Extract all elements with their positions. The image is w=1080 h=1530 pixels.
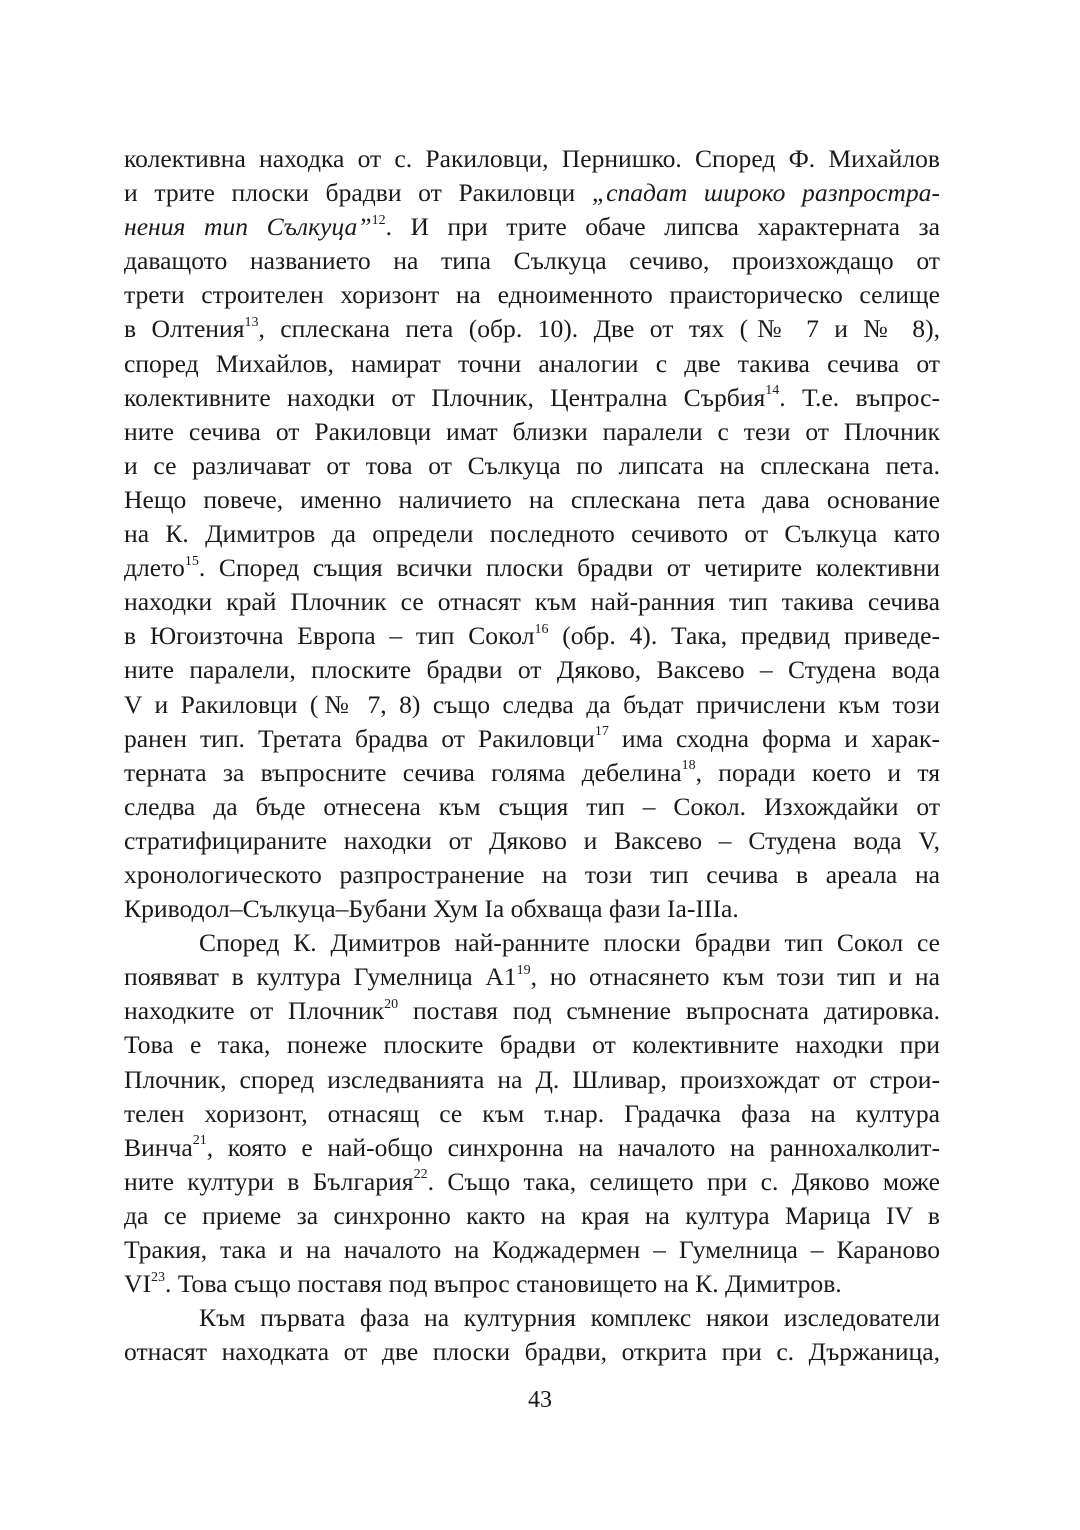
text-line xyxy=(124,517,940,551)
text-segment: отнасят находката от две плоски брадви, открита при с. Държаница, xyxy=(124,1337,940,1367)
text-segment: , която е най-общо синхронна на началото на раннохалколит- xyxy=(206,1132,940,1162)
italic-quote: нения тип Сълкуца” xyxy=(124,212,372,242)
footnote-ref: 23 xyxy=(151,1269,166,1285)
text-segment: ните култури в България xyxy=(124,1166,414,1196)
text-line xyxy=(124,415,940,449)
text-segment: терната за въпросните сечива голяма дебелина xyxy=(124,757,682,787)
text-line xyxy=(124,449,940,483)
document-body xyxy=(124,142,940,1369)
text-line xyxy=(124,585,940,619)
text-segment: да се приеме за синхронно както на края на култура Марица IV в xyxy=(124,1200,940,1230)
text-line xyxy=(124,619,940,653)
text-segment: стратифицираните находки от Дяково и Ваксево – Студена вода V, xyxy=(124,825,940,855)
text-line xyxy=(124,1131,940,1165)
text-line xyxy=(124,960,940,994)
text-segment: Това е така, понеже плоските брадви от колективните находки при xyxy=(124,1030,940,1060)
text-segment: телен хоризонт, отнасящ се към т.нар. Градачка фаза на култура xyxy=(124,1098,940,1128)
text-line xyxy=(124,1301,940,1335)
text-segment: и се различават от това от Сълкуца по липсата на сплескана пета. xyxy=(124,450,940,480)
text-segment: , сплескана пета (обр. 10). Две от тях (№ 7 и № 8), xyxy=(258,314,941,344)
text-line xyxy=(124,244,940,278)
text-line xyxy=(124,1097,940,1131)
text-segment: , но отнасянето към този тип и на xyxy=(530,962,940,992)
text-segment: (обр. 4). Така, предвид приведе- xyxy=(548,621,940,651)
text-segment: . Т.е. въпрос- xyxy=(779,382,940,412)
text-segment: хронологическото разпространение на този тип сечива в ареала на xyxy=(124,859,940,889)
text-segment: ните сечива от Ракиловци имат близки паралели с тези от Плочник xyxy=(124,416,940,446)
text-line xyxy=(124,653,940,687)
text-line xyxy=(124,892,940,926)
text-segment: в Югоизточна Европа – тип Сокол xyxy=(124,621,535,651)
text-line xyxy=(124,1028,940,1062)
text-line xyxy=(124,1165,940,1199)
text-segment: според Михайлов, намират точни аналогии с две такива сечива от xyxy=(124,348,940,378)
text-segment: трети строителен хоризонт на едноименното праисторическо селище xyxy=(124,280,940,310)
text-segment: и трите плоски брадви от Ракиловци xyxy=(124,178,592,208)
footnote-ref: 22 xyxy=(413,1167,428,1183)
footnote-ref: 17 xyxy=(594,724,609,740)
text-segment: на К. Димитров да определи последното сечивото от Сълкуца като xyxy=(124,519,940,549)
text-segment: поставя под съмнение въпросната датировка. xyxy=(398,996,940,1026)
text-segment: появяват в култура Гумелница А1 xyxy=(124,962,517,992)
text-segment: даващото названието на типа Сълкуца сечиво, произхождащо от xyxy=(124,246,940,276)
text-line xyxy=(124,1267,940,1301)
text-line xyxy=(124,278,940,312)
text-line xyxy=(124,858,940,892)
text-segment: . И при трите обаче липсва характерната за xyxy=(385,212,940,242)
text-segment: ните паралели, плоските брадви от Дяково, Ваксево – Студена вода xyxy=(124,655,940,685)
text-segment: . Също така, селището при с. Дяково може xyxy=(427,1166,940,1196)
text-segment: находките от Плочник xyxy=(124,996,385,1026)
footnote-ref: 19 xyxy=(516,962,531,978)
footnote-ref: 15 xyxy=(184,553,199,569)
text-segment: находки край Плочник се отнасят към най-ранния тип такива сечива xyxy=(124,587,940,617)
text-line xyxy=(124,722,940,756)
footnote-ref: 14 xyxy=(765,383,780,399)
text-segment: Според К. Димитров най-ранните плоски брадви тип Сокол се xyxy=(199,928,940,958)
text-line xyxy=(124,142,940,176)
text-line xyxy=(124,1335,940,1369)
italic-quote: „спадат широко разпростра- xyxy=(591,178,940,208)
text-segment: Нещо повече, именно наличието на сплескана пета дава основание xyxy=(124,484,940,514)
text-segment: Винча xyxy=(124,1132,193,1162)
text-segment: колективна находка от с. Ракиловци, Пернишко. Според Ф. Михайлов xyxy=(124,144,940,173)
text-line xyxy=(124,926,940,960)
text-segment: ранен тип. Третата брадва от Ракиловци xyxy=(124,723,595,753)
text-line xyxy=(124,688,940,722)
text-segment: V и Ракиловци (№ 7, 8) също следва да бъдат причислени към този xyxy=(124,689,940,719)
text-line xyxy=(124,1233,940,1267)
footnote-ref: 20 xyxy=(384,996,399,1012)
text-segment: . Това също поставя под въпрос становището на К. Димитров. xyxy=(165,1269,842,1299)
text-segment: . Според същия всички плоски брадви от четирите колективни xyxy=(198,553,940,583)
text-line xyxy=(124,312,940,346)
text-segment: следва да бъде отнесена към същия тип – Сокол. Изхождайки от xyxy=(124,791,940,821)
text-line xyxy=(124,381,940,415)
text-segment: има сходна форма и харак- xyxy=(608,723,940,753)
text-segment: Към първата фаза на културния комплекс някои изследователи xyxy=(199,1303,940,1333)
footnote-ref: 12 xyxy=(371,212,386,228)
text-line xyxy=(124,1199,940,1233)
text-line xyxy=(124,1063,940,1097)
text-segment: VI xyxy=(124,1269,152,1299)
text-line xyxy=(124,756,940,790)
text-line xyxy=(124,347,940,381)
text-line xyxy=(124,176,940,210)
page-number: 43 xyxy=(528,1387,552,1413)
text-line xyxy=(124,790,940,824)
footnote-ref: 18 xyxy=(681,758,696,774)
text-line xyxy=(124,824,940,858)
footnote-ref: 16 xyxy=(534,621,549,637)
text-line xyxy=(124,483,940,517)
text-line xyxy=(124,551,940,585)
footnote-ref: 13 xyxy=(244,314,259,330)
text-segment: длето xyxy=(124,553,185,583)
text-line xyxy=(124,994,940,1028)
text-segment: в Олтения xyxy=(124,314,245,344)
text-line xyxy=(124,210,940,244)
text-segment: колективните находки от Плочник, Централна Сърбия xyxy=(124,382,766,412)
footnote-ref: 21 xyxy=(192,1133,207,1149)
text-segment: , поради което и тя xyxy=(695,757,940,787)
text-segment: Плочник, според изследванията на Д. Шливар, произхождат от строи- xyxy=(124,1064,940,1094)
text-segment: Криводол–Сълкуца–Бубани Хум Iа обхваща фази Iа-IIIа. xyxy=(124,894,739,924)
text-segment: Тракия, така и на началото на Коджадермен – Гумелница – Караново xyxy=(124,1235,940,1264)
